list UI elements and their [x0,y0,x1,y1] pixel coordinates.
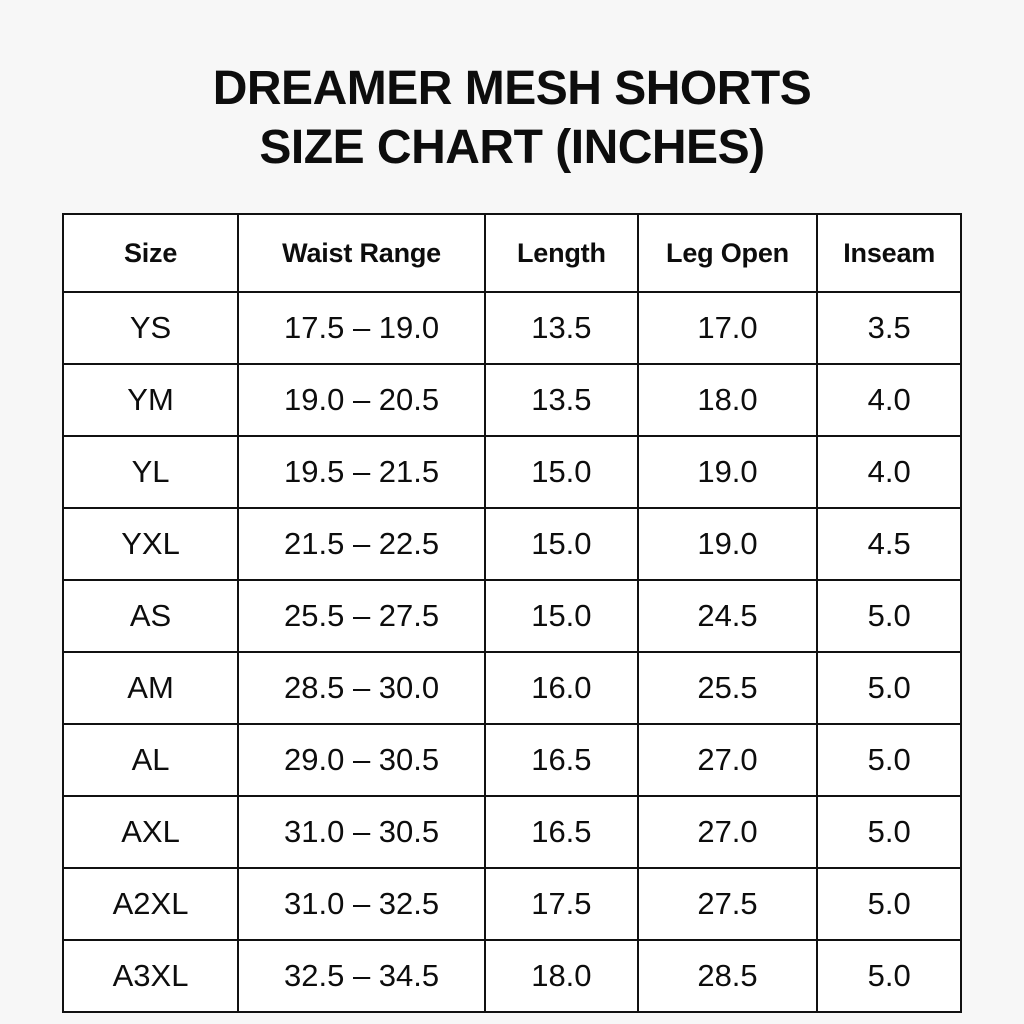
cell-waist: 25.5 – 27.5 [238,580,485,652]
table-row [63,724,961,796]
page-title [213,60,812,177]
cell-size: A2XL [63,868,238,940]
cell-size: AS [63,580,238,652]
cell-size: A3XL [63,940,238,1012]
cell-size: YL [63,436,238,508]
size-chart-table-wrapper [62,213,962,1013]
column-header-waist-range: Waist Range [238,214,485,292]
cell-length: 18.0 [485,940,638,1012]
page-title-line-2: SIZE CHART (INCHES) [259,120,765,174]
table-row [63,652,961,724]
cell-inseam: 5.0 [817,580,961,652]
table-row [63,436,961,508]
cell-inseam: 5.0 [817,868,961,940]
cell-leg-open: 25.5 [638,652,818,724]
table-body [63,292,961,1012]
cell-length: 13.5 [485,292,638,364]
cell-waist: 19.0 – 20.5 [238,364,485,436]
column-header-size: Size [63,214,238,292]
cell-leg-open: 18.0 [638,364,818,436]
cell-size: AL [63,724,238,796]
cell-waist: 21.5 – 22.5 [238,508,485,580]
cell-size: AM [63,652,238,724]
table-row [63,292,961,364]
table-row [63,796,961,868]
cell-inseam: 5.0 [817,796,961,868]
cell-inseam: 4.0 [817,364,961,436]
cell-length: 16.5 [485,796,638,868]
table-row [63,580,961,652]
cell-length: 15.0 [485,436,638,508]
cell-leg-open: 19.0 [638,436,818,508]
cell-leg-open: 28.5 [638,940,818,1012]
cell-inseam: 3.5 [817,292,961,364]
cell-length: 15.0 [485,508,638,580]
cell-size: AXL [63,796,238,868]
cell-leg-open: 27.0 [638,796,818,868]
table-row [63,940,961,1012]
cell-length: 15.0 [485,580,638,652]
cell-leg-open: 27.5 [638,868,818,940]
column-header-leg-open: Leg Open [638,214,818,292]
cell-waist: 17.5 – 19.0 [238,292,485,364]
cell-length: 17.5 [485,868,638,940]
table-row [63,508,961,580]
cell-size: YM [63,364,238,436]
column-header-length: Length [485,214,638,292]
cell-size: YS [63,292,238,364]
cell-length: 16.0 [485,652,638,724]
cell-waist: 19.5 – 21.5 [238,436,485,508]
table-row [63,868,961,940]
cell-inseam: 4.5 [817,508,961,580]
cell-inseam: 5.0 [817,940,961,1012]
cell-inseam: 5.0 [817,724,961,796]
cell-inseam: 4.0 [817,436,961,508]
table-header-row [63,214,961,292]
page-title-line-1: DREAMER MESH SHORTS [212,62,812,115]
table-header [63,214,961,292]
cell-inseam: 5.0 [817,652,961,724]
cell-leg-open: 27.0 [638,724,818,796]
column-header-inseam: Inseam [817,214,961,292]
size-chart-table [62,213,962,1013]
cell-waist: 31.0 – 30.5 [238,796,485,868]
cell-waist: 32.5 – 34.5 [238,940,485,1012]
cell-length: 16.5 [485,724,638,796]
cell-waist: 28.5 – 30.0 [238,652,485,724]
cell-size: YXL [63,508,238,580]
table-row [63,364,961,436]
cell-leg-open: 17.0 [638,292,818,364]
cell-waist: 31.0 – 32.5 [238,868,485,940]
cell-leg-open: 19.0 [638,508,818,580]
cell-waist: 29.0 – 30.5 [238,724,485,796]
cell-length: 13.5 [485,364,638,436]
cell-leg-open: 24.5 [638,580,818,652]
